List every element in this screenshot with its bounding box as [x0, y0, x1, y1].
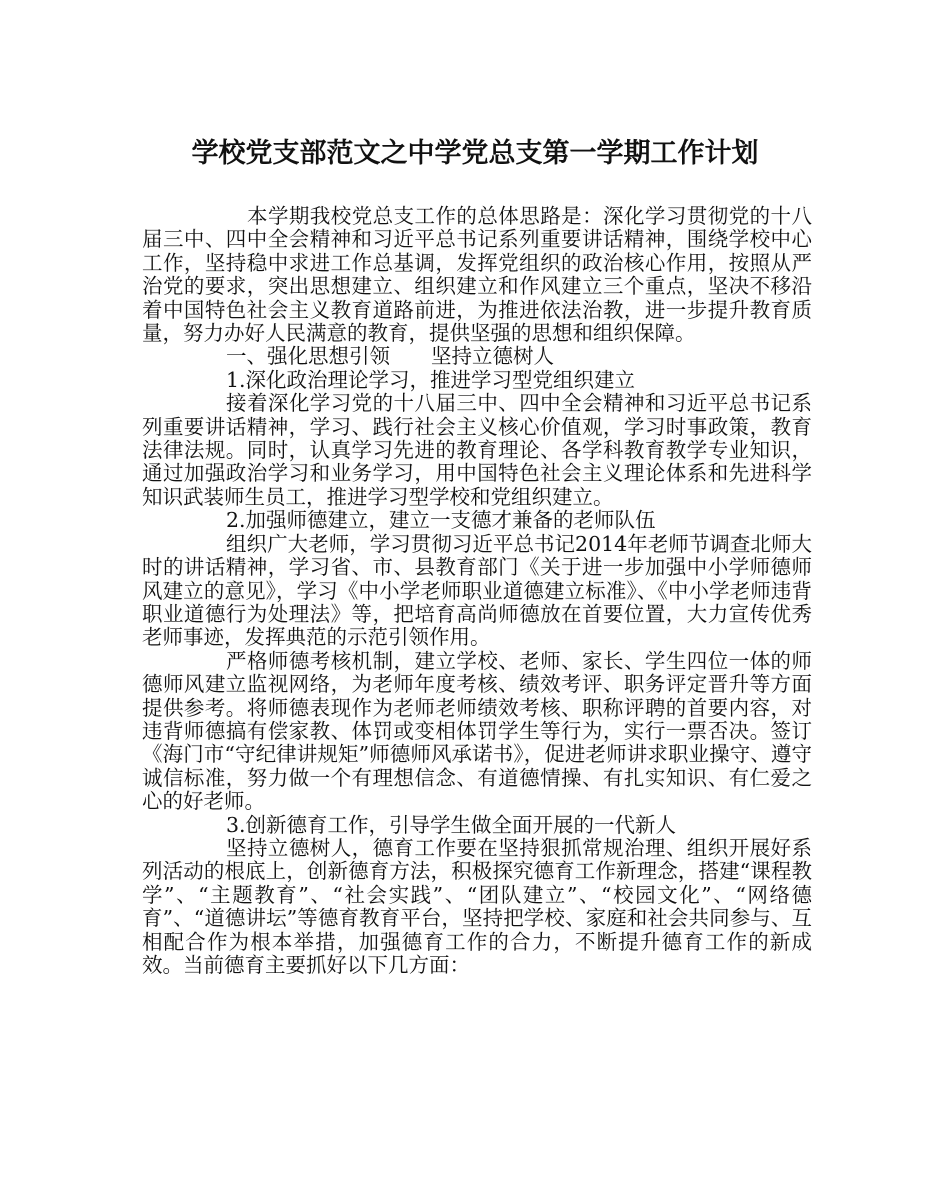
intro-paragraph: 本学期我校党总支工作的总体思路是：深化学习贯彻党的十八届三中、四中全会精神和习近平总书记系列重要讲话精神，围绕学校中心工作，坚持稳中求进工作总基调，发挥党组织的政治核心作用，按照从严治党的要求，突出思想建立、组织建立和作风建立三个重点，坚决不移沿着中国特色社会主义教育道路前进，为推进依法治教，进一步提升教育质量，努力办好人民满意的教育，提供坚强的思想和组织保障。 — [142, 204, 812, 346]
body-paragraph: 组织广大老师，学习贯彻习近平总书记2014年老师节调查北师大时的讲话精神，学习省、市、县教育部门《关于进一步加强中小学师德师风建立的意见》，学习《中小学老师职业道德建立标准》、《中小学老师违背职业道德行为处理法》等，把培育高尚师德放在首要位置，大力宣传优秀老师事迹，发挥典范的示范引领作用。 — [142, 531, 812, 650]
document-body — [142, 205, 812, 977]
body-paragraph: 严格师德考核机制，建立学校、老师、家长、学生四位一体的师德师风建立监视网络，为老师年度考核、绩效考评、职务评定晋升等方面提供参考。将师德表现作为老师老师绩效考核、职称评聘的首要内容，对违背师德搞有偿家教、体罚或变相体罚学生等行为，实行一票否决。签订《海门市“守纪律讲规矩”师德师风承诺书》，促进老师讲求职业操守、遵守诚信标准，努力做一个有理想信念、有道德情操、有扎实知识、有仁爱之心的好老师。 — [142, 648, 812, 814]
subsection-heading: 2.加强师德建立，建立一支德才兼备的老师队伍 — [226, 508, 656, 533]
body-paragraph: 坚持立德树人，德育工作要在坚持狠抓常规治理、组织开展好系列活动的根底上，创新德育方法，积极探究德育工作新理念，搭建“课程教学”、“主题教育”、“社会实践”、“团队建立”、“校园文化”、“网络德育”、“道德讲坛”等德育教育平台，坚持把学校、家庭和社会共同参与、互相配合作为根本举措，加强德育工作的合力，不断提升德育工作的新成效。当前德育主要抓好以下几方面： — [142, 835, 812, 977]
subsection-heading: 1.深化政治理论学习，推进学习型党组织建立 — [226, 367, 636, 392]
subsection-heading: 3.创新德育工作，引导学生做全面开展的一代新人 — [226, 812, 677, 837]
page-title: 学校党支部范文之中学党总支第一学期工作计划 — [191, 138, 759, 169]
body-paragraph: 接着深化学习党的十八届三中、四中全会精神和习近平总书记系列重要讲话精神，学习、践行社会主义核心价值观，学习时事政策，教育法律法规。同时，认真学习先进的教育理论、各学科教育教学专业知识，通过加强政治学习和业务学习，用中国特色社会主义理论体系和先进科学知识武装师生员工，推进学习型学校和党组织建立。 — [142, 391, 812, 509]
section-heading: 一、强化思想引领 坚持立德树人 — [226, 344, 554, 369]
